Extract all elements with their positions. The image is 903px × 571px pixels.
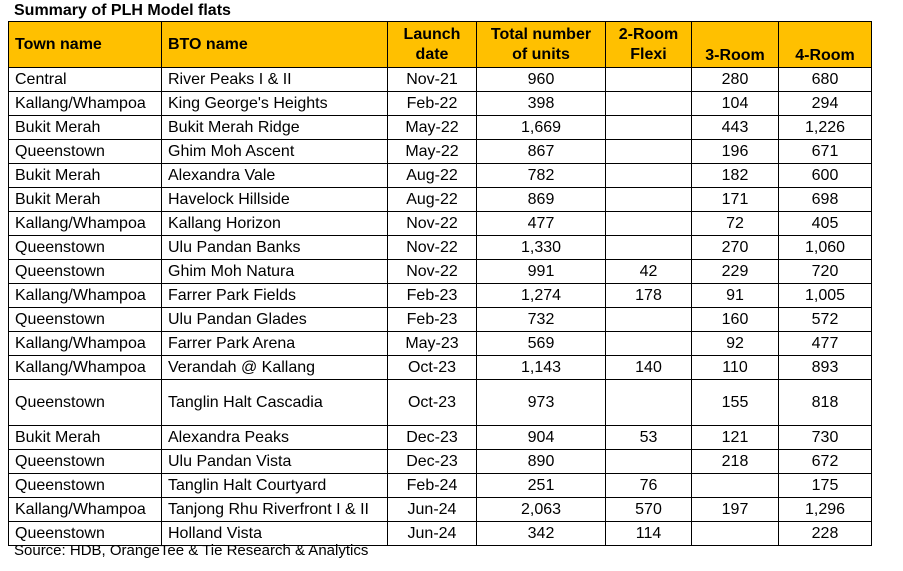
table-row [9,308,872,332]
four-room-cell: 477 [779,332,872,356]
town-name-cell: Queenstown [9,474,162,498]
launch-date-cell: May-22 [388,116,477,140]
town-name-cell: Queenstown [9,450,162,474]
four-room-cell: 698 [779,188,872,212]
two-room-flexi-cell [606,332,692,356]
table-row [9,332,872,356]
total-units-cell: 1,274 [477,284,606,308]
two-room-flexi-cell [606,212,692,236]
launch-date-cell: Feb-23 [388,308,477,332]
three-room-cell: 218 [692,450,779,474]
two-room-flexi-cell: 114 [606,522,692,546]
three-room-cell [692,522,779,546]
launch-date-cell: Feb-23 [388,284,477,308]
two-room-flexi-cell [606,308,692,332]
two-room-flexi-cell: 76 [606,474,692,498]
table-row [9,356,872,380]
four-room-cell: 1,060 [779,236,872,260]
town-name-cell: Bukit Merah [9,188,162,212]
launch-date-cell: Aug-22 [388,188,477,212]
bto-name-cell: Verandah @ Kallang [162,356,388,380]
bto-name-cell: Alexandra Vale [162,164,388,188]
total-units-cell: 342 [477,522,606,546]
town-name-cell: Bukit Merah [9,164,162,188]
bto-name-cell: Ghim Moh Natura [162,260,388,284]
bto-name-cell: Holland Vista [162,522,388,546]
three-room-cell: 92 [692,332,779,356]
launch-date-cell: Nov-21 [388,68,477,92]
table-row [9,116,872,140]
total-units-cell: 904 [477,426,606,450]
four-room-cell: 730 [779,426,872,450]
launch-date-cell: Jun-24 [388,522,477,546]
town-name-cell: Bukit Merah [9,426,162,450]
bto-name-cell: Ulu Pandan Glades [162,308,388,332]
bto-name-cell: Ulu Pandan Vista [162,450,388,474]
total-units-cell: 890 [477,450,606,474]
four-room-cell: 572 [779,308,872,332]
two-room-flexi-cell [606,450,692,474]
total-units-cell: 477 [477,212,606,236]
four-room-cell: 405 [779,212,872,236]
two-room-flexi-cell: 140 [606,356,692,380]
town-name-cell: Queenstown [9,380,162,426]
four-room-cell: 680 [779,68,872,92]
table-title: Summary of PLH Model flats [14,2,231,19]
header-launch-line2: date [415,45,449,63]
total-units-cell: 1,669 [477,116,606,140]
four-room-cell: 228 [779,522,872,546]
total-units-cell: 991 [477,260,606,284]
two-room-flexi-cell: 570 [606,498,692,522]
launch-date-cell: Aug-22 [388,164,477,188]
source-note: Source: HDB, OrangeTee & Tie Research & Analytics [14,542,369,559]
four-room-cell: 1,296 [779,498,872,522]
bto-name-cell: Farrer Park Arena [162,332,388,356]
three-room-cell: 196 [692,140,779,164]
table-row [9,498,872,522]
table-row [9,68,872,92]
launch-date-cell: Oct-23 [388,380,477,426]
header-3room: 3-Room [692,22,779,68]
launch-date-cell: Nov-22 [388,212,477,236]
bto-name-cell: Havelock Hillside [162,188,388,212]
town-name-cell: Queenstown [9,308,162,332]
town-name-cell: Bukit Merah [9,116,162,140]
table-row [9,260,872,284]
town-name-cell: Kallang/Whampoa [9,332,162,356]
launch-date-cell: Nov-22 [388,236,477,260]
total-units-cell: 869 [477,188,606,212]
four-room-cell: 672 [779,450,872,474]
three-room-cell: 72 [692,212,779,236]
header-total-units [477,22,606,68]
three-room-cell: 171 [692,188,779,212]
four-room-cell: 893 [779,356,872,380]
town-name-cell: Kallang/Whampoa [9,212,162,236]
table-body [9,68,872,546]
town-name-cell: Queenstown [9,140,162,164]
bto-name-cell: Ulu Pandan Banks [162,236,388,260]
launch-date-cell: Nov-22 [388,260,477,284]
table-row [9,284,872,308]
three-room-cell [692,474,779,498]
table-row [9,236,872,260]
header-bto-name: BTO name [162,22,388,68]
header-flexi-line1: 2-Room [618,25,679,43]
two-room-flexi-cell: 178 [606,284,692,308]
three-room-cell: 110 [692,356,779,380]
total-units-cell: 2,063 [477,498,606,522]
two-room-flexi-cell [606,140,692,164]
header-launch-line1: Launch [403,25,461,43]
three-room-cell: 155 [692,380,779,426]
header-2room-flexi [606,22,692,68]
table-row [9,188,872,212]
bto-name-cell: Alexandra Peaks [162,426,388,450]
two-room-flexi-cell [606,236,692,260]
table-row [9,92,872,116]
town-name-cell: Central [9,68,162,92]
two-room-flexi-cell [606,92,692,116]
total-units-cell: 782 [477,164,606,188]
two-room-flexi-cell [606,380,692,426]
total-units-cell: 251 [477,474,606,498]
three-room-cell: 280 [692,68,779,92]
two-room-flexi-cell: 42 [606,260,692,284]
bto-name-cell: Farrer Park Fields [162,284,388,308]
four-room-cell: 671 [779,140,872,164]
three-room-cell: 270 [692,236,779,260]
total-units-cell: 569 [477,332,606,356]
launch-date-cell: Feb-24 [388,474,477,498]
table-row [9,164,872,188]
launch-date-cell: Feb-22 [388,92,477,116]
three-room-cell: 443 [692,116,779,140]
bto-name-cell: Kallang Horizon [162,212,388,236]
town-name-cell: Kallang/Whampoa [9,498,162,522]
header-launch-date [388,22,477,68]
town-name-cell: Queenstown [9,522,162,546]
four-room-cell: 600 [779,164,872,188]
launch-date-cell: Dec-23 [388,426,477,450]
header-total-line2: of units [512,45,570,63]
launch-date-cell: Jun-24 [388,498,477,522]
four-room-cell: 1,005 [779,284,872,308]
table-row [9,380,872,426]
header-4room: 4-Room [779,22,872,68]
launch-date-cell: May-23 [388,332,477,356]
total-units-cell: 973 [477,380,606,426]
two-room-flexi-cell: 53 [606,426,692,450]
town-name-cell: Kallang/Whampoa [9,284,162,308]
three-room-cell: 160 [692,308,779,332]
total-units-cell: 398 [477,92,606,116]
bto-name-cell: King George's Heights [162,92,388,116]
total-units-cell: 867 [477,140,606,164]
four-room-cell: 294 [779,92,872,116]
town-name-cell: Kallang/Whampoa [9,356,162,380]
launch-date-cell: Oct-23 [388,356,477,380]
two-room-flexi-cell [606,116,692,140]
table-row [9,426,872,450]
plh-summary-table [8,21,872,546]
table-row [9,474,872,498]
bto-name-cell: Bukit Merah Ridge [162,116,388,140]
three-room-cell: 229 [692,260,779,284]
four-room-cell: 818 [779,380,872,426]
header-flexi-line2: Flexi [630,45,667,63]
two-room-flexi-cell [606,164,692,188]
two-room-flexi-cell [606,68,692,92]
three-room-cell: 182 [692,164,779,188]
table-row [9,212,872,236]
four-room-cell: 1,226 [779,116,872,140]
bto-name-cell: Tanglin Halt Cascadia [162,380,388,426]
total-units-cell: 1,330 [477,236,606,260]
launch-date-cell: Dec-23 [388,450,477,474]
launch-date-cell: May-22 [388,140,477,164]
town-name-cell: Queenstown [9,236,162,260]
bto-name-cell: Tanjong Rhu Riverfront I & II [162,498,388,522]
town-name-cell: Queenstown [9,260,162,284]
bto-name-cell: Tanglin Halt Courtyard [162,474,388,498]
table-row [9,140,872,164]
bto-name-cell: Ghim Moh Ascent [162,140,388,164]
four-room-cell: 720 [779,260,872,284]
three-room-cell: 91 [692,284,779,308]
bto-name-cell: River Peaks I & II [162,68,388,92]
header-row [9,22,872,68]
table-row [9,450,872,474]
total-units-cell: 1,143 [477,356,606,380]
total-units-cell: 732 [477,308,606,332]
total-units-cell: 960 [477,68,606,92]
four-room-cell: 175 [779,474,872,498]
town-name-cell: Kallang/Whampoa [9,92,162,116]
header-town-name: Town name [9,22,162,68]
three-room-cell: 121 [692,426,779,450]
two-room-flexi-cell [606,188,692,212]
three-room-cell: 197 [692,498,779,522]
three-room-cell: 104 [692,92,779,116]
header-total-line1: Total number [490,25,592,43]
